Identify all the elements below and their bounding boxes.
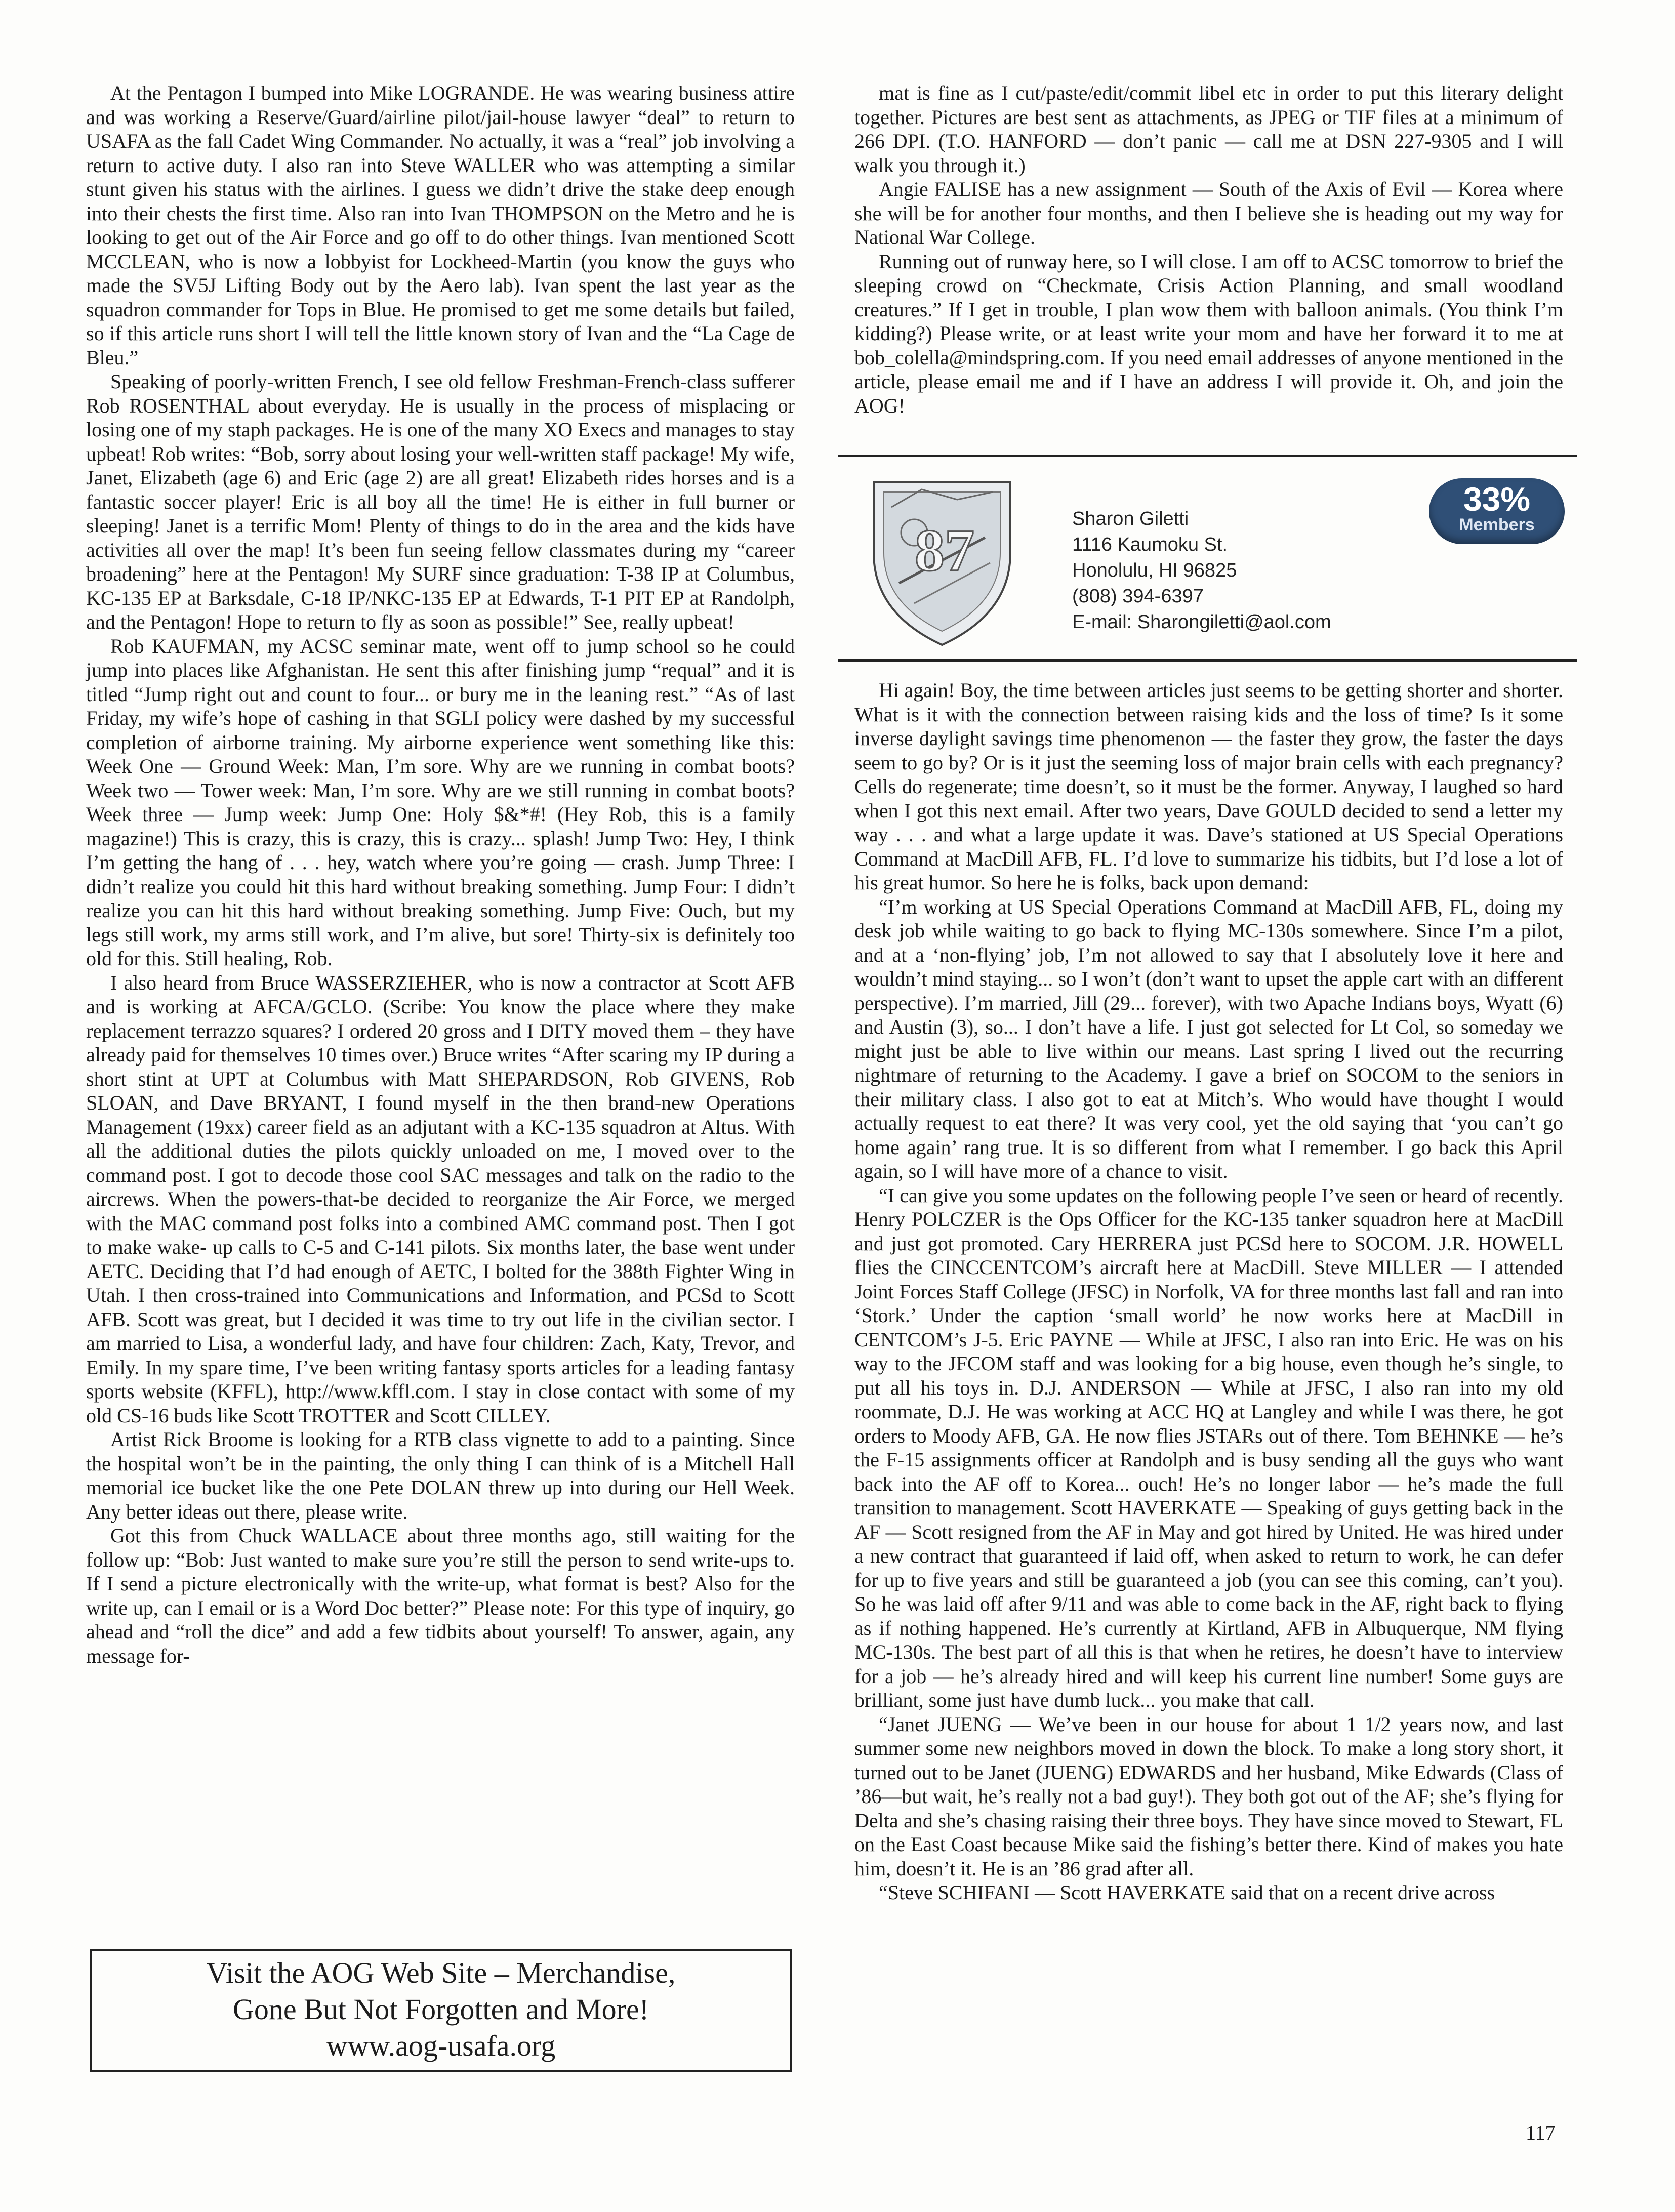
paragraph: “Steve SCHIFANI — Scott HAVERKATE said that on a recent drive across: [879, 1881, 1495, 1904]
right-column-bottom: [854, 678, 1563, 1905]
address-line1: 1116 Kaumoku St.: [1072, 534, 1228, 555]
page-number: 117: [1526, 2121, 1556, 2144]
scribe-name: Sharon Giletti: [1072, 508, 1189, 529]
paragraph: At the Pentagon I bumped into Mike LOGRANDE. He was wearing business attire and was working a Reserve/Guard/airline pilot/jail-house lawyer “deal” to return to USAFA as the fall Cadet Wing Commander. No actually, it was a “real” job involving a return to active duty. I also ran into Steve WALLER who was attempting a similar stunt given his status with the airlines. I guess we didn’t drive the stake deep enough into their chests the first time. Also ran into Ivan THOMPSON on the Metro and he is looking to get out of the Air Force and go off to do other things. Ivan mentioned Scott MCCLEAN, who is now a lobbyist for Lockheed-Martin (you know the guys who made the SV5J Lifting Body out by the Aero lab). Ivan spent the last year as the squadron commander for Tops in Blue. He promised to get me some details but failed, so if this article runs short I will tell the little known story of Ivan and the “La Cage de Bleu.”: [86, 81, 795, 369]
address-line2: Honolulu, HI 96825: [1072, 560, 1237, 581]
promo-url[interactable]: www.aog-usafa.org: [326, 2029, 556, 2062]
paragraph: Angie FALISE has a new assignment — South of the Axis of Evil — Korea where she will be for another four months, and then I believe she is heading out my way for National War College.: [854, 178, 1563, 249]
paragraph: Speaking of poorly-written French, I see old fellow Freshman-French-class sufferer Rob ROSENTHAL about everyday. He is usually in the process of misplacing or losing one of my staph packages. He is one of the many XO Execs and manages to stay upbeat! Rob writes: “Bob, sorry about losing your well-written staff package! My wife, Janet, Elizabeth (age 6) and Eric (age 2) are all great! Elizabeth rides horses and is a fantastic soccer player! Eric is all boy all the time! He is either in full burner or sleeping! Janet is a terrific Mom! Plenty of things to do in the area and the kids have activities all over the map! It’s been fun seeing fellow classmates during my “career broadening” here at the Pentagon! My SURF since graduation: T-38 IP at Columbus, KC-135 EP at Barksdale, C-18 IP/NKC-135 EP at Edwards, T-1 PIT EP at Randolph, and the Pentagon! Hope to return to fly as soon as possible!” See, really upbeat!: [86, 370, 795, 633]
promo-line1: Visit the AOG Web Site – Merchandise,: [206, 1956, 676, 1989]
crest-label: 87: [915, 517, 974, 584]
paragraph: Got this from Chuck WALLACE about three months ago, still waiting for the follow up: “Bob: Just wanted to make sure you’re still the person to send write-ups to. If I send a picture electronically with the write-up, what format is best? Also for the write up, can I email or is a Word Doc better?” Please note: For this type of inquiry, go ahead and “roll the dice” and add a few tidbits about yourself! To answer, again, any message for-: [86, 1524, 795, 1667]
paragraph: I also heard from Bruce WASSERZIEHER, who is now a contractor at Scott AFB and is working at AFCA/GCLO. (Scribe: You know the place where they make replacement terrazzo squares? I ordered 20 gross and I DITY moved them – they have already paid for themselves 10 times over.) Bruce writes “After scaring my IP during a short stint at UPT at Columbus with Matt SHEPARDSON, Rob GIVENS, Rob SLOAN, and Dave BRYANT, I found myself in the then brand-new Operations Management (19xx) career field as an adjutant with a KC-135 squadron at Altus. With all the additional duties the pilots quickly unloaded on me, I moved over to the command post. I got to decode those cool SAC messages and talk on the radio to the aircrews. When the powers-that-be decided to reorganize the Air Force, we merged with the MAC command post folks into a combined AMC command post. Then I got to make wake- up calls to C-5 and C-141 pilots. Six months later, the base went under AETC. Deciding that I’d had enough of AETC, I bolted for the 388th Fighter Wing in Utah. I then cross-trained into Communications and Information, and PCSd to Scott AFB. Scott was great, but I decided it was time to try out life in the civilian sector. I am married to Lisa, a wonderful lady, and have four children: Zach, Katy, Trevor, and Emily. In my spare time, I’ve been writing fantasy sports articles for a leading fantasy sports website (KFFL), http://www.kffl.com. I stay in close contact with some of my old CS-16 buds like Scott TROTTER and Scott CILLEY.: [86, 971, 795, 1427]
class-crest-icon: [869, 477, 1015, 649]
promo-line2: Gone But Not Forgotten and More!: [232, 1993, 649, 2026]
phone: (808) 394-6397: [1072, 586, 1204, 607]
badge-label: Members: [1459, 515, 1535, 535]
paragraph: Hi again! Boy, the time between articles just seems to be getting shorter and shorter. What is it with the connection between raising kids and the loss of time? Is it some inverse daylight savings time phenomenon — the faster they grow, the faster the days seem to go by? Or is it just the seeming loss of major brain cells with each pregnancy? Cells do regenerate; time doesn’t, so it must be the former. Anyway, I laughed so hard when I got this next email. After two years, Dave GOULD decided to send a letter my way . . . and what a large update it was. Dave’s stationed at US Special Operations Command at MacDill AFB, FL. I’d love to summarize his tidbits, but I’d lose a lot of his great humor. So here he is folks, back upon demand:: [854, 679, 1563, 894]
paragraph: “I’m working at US Special Operations Command at MacDill AFB, FL, doing my desk job while waiting to go back to flying MC-130s somewhere. Since I’m a pilot, and at a ‘non-flying’ job, I’m not allowed to say that I absolutely love it here and wouldn’t mind staying... so I won’t (don’t want to upset the apple cart with an different perspective). I’m married, Jill (29... forever), with two Apache Indians boys, Wyatt (6) and Austin (3), so... I don’t have a life. I just got selected for Lt Col, so someday we might just be able to live within our means. Last spring I lived out the recurring nightmare of returning to the Academy. I gave a brief on SOCOM to the seniors in their military class. I also got to eat at Mitch’s. Who would have thought I would actually request to eat there? It was very cool, yet the old saying that ‘you can’t go home again’ rang true. It is so different from what I remember. I go back this April again, so I will have more of a chance to visit.: [854, 895, 1563, 1182]
right-column-top: [854, 81, 1563, 418]
badge-percent: 33%: [1463, 480, 1531, 518]
aog-promo-box: [90, 1949, 792, 2072]
paragraph: “I can give you some updates on the following people I’ve seen or heard of recently. Henry POLCZER is the Ops Officer for the KC-135 tanker squadron here at MacDill and just got promoted. Cary HERRERA just PCSd here to SOCOM. J.R. HOWELL flies the CINCCENTCOM’s aircraft here at MacDill. Steve MILLER — I attended Joint Forces Staff College (JFSC) in Norfolk, VA for three months last fall and ran into ‘Stork.’ Under the caption ‘small world’ he now works here at MacDill in CENTCOM’s J-5. Eric PAYNE — While at JFSC, I also ran into Eric. He was on his way to the JFCOM staff and was looking for a big house, even though he’s single, to put all his toys in. D.J. ANDERSON — While at JFSC, I also ran into my old roommate, D.J. He was working at ACC HQ at Langley and while I was there, he got orders to Moody AFB, GA. He now flies JSTARs out of there. Tom BEHNKE — he’s the F-15 assignments officer at Randolph and is busy sending all the guys who want back into the AF off to Korea... ouch! He’s no longer labor — he’s made the full transition to management. Scott HAVERKATE — Speaking of guys getting back in the AF — Scott resigned from the AF in May and got hired by United. He was hired under a new contract that guaranteed if laid off, when asked to return to work, he can defer for up to five years and still be guaranteed a job (you can see this coming, can’t you). So he was laid off after 9/11 and was able to come back in the AF, right back to flying as if nothing happened. He’s currently at Kirtland, AFB in Albuquerque, NM flying MC-130s. The best part of all this is that when he retires, he doesn’t have to interview for a job — he’s already hired and will keep his current line number! Some guys are brilliant, some just have dumb luck... you make that call.: [854, 1183, 1563, 1711]
header-bottom-rule: [838, 659, 1577, 662]
paragraph: Rob KAUFMAN, my ACSC seminar mate, went off to jump school so he could jump into places like Afghanistan. He sent this after finishing jump “requal” and it is titled “Jump right out and count to four... or bury me in the leaning rest.” “As of last Friday, my wife’s hope of cashing in that SGLI policy were dashed by my successful completion of airborne training. My airborne experience went something like this: Week One — Ground Week: Man, I’m sore. Why are we running in combat boots? Week two — Tower week: Man, I’m sore. Why are we still running in combat boots? Week three — Jump week: Jump One: Holy $&*#! (Hey Rob, this is a family magazine!) This is crazy, this is crazy, this is crazy... splash! Jump Two: Hey, I think I’m getting the hang of . . . hey, watch where you’re going — crash. Jump Three: I didn’t realize you could hit this hard without breaking something. Jump Four: I didn’t realize you can hit this hard without breaking something. Jump Five: Ouch, but my legs still work, my arms still work, and I’m alive, but sore! Thirty-six is definitely too old for this. Still healing, Rob.: [86, 634, 795, 970]
email: E-mail: Sharongiletti@aol.com: [1072, 611, 1331, 633]
paragraph: “Janet JUENG — We’ve been in our house for about 1 1/2 years now, and last summer some new neighbors moved in down the block. To make a long story short, it turned out to be Janet (JUENG) EDWARDS and her husband, Mike Edwards (Class of ’86—but wait, he’s really not a bad guy!). They both got out of the AF; she’s flying for Delta and she’s chasing raising their three boys. They have since moved to Stewart, FL on the East Coast because Mike said the fishing’s better there. Kind of makes you hate him, doesn’t it. He is an ’86 grad after all.: [854, 1712, 1563, 1880]
left-column: [86, 81, 795, 1668]
class-scribe-contact: [1072, 506, 1331, 635]
paragraph: Running out of runway here, so I will close. I am off to ACSC tomorrow to brief the sleeping crowd on “Checkmate, Crisis Action Planning, and small woodland creatures.” If I get in trouble, I plan wow them with balloon animals. (You think I’m kidding?) Please write, or at least write your mom and have her forward it to me at bob_colella@mindspring.com. If you need email addresses of anyone mentioned in the article, please email me and if I have an address I will provide it. Oh, and join the AOG!: [854, 250, 1563, 417]
paragraph: Artist Rick Broome is looking for a RTB class vignette to add to a painting. Since the hospital won’t be in the painting, the only thing I can think of is a Mitchell Hall memorial ice bucket like the one Pete DOLAN threw up into during our Hell Week. Any better ideas out there, please write.: [86, 1428, 795, 1523]
membership-badge: [1429, 478, 1565, 544]
header-top-rule: [838, 455, 1577, 457]
paragraph: mat is fine as I cut/paste/edit/commit libel etc in order to put this literary delight together. Pictures are best sent as attachments, as JPEG or TIF files at a minimum of 266 DPI. (T.O. HANFORD — don’t panic — call me at DSN 227-9305 and I will walk you through it.): [854, 81, 1563, 177]
